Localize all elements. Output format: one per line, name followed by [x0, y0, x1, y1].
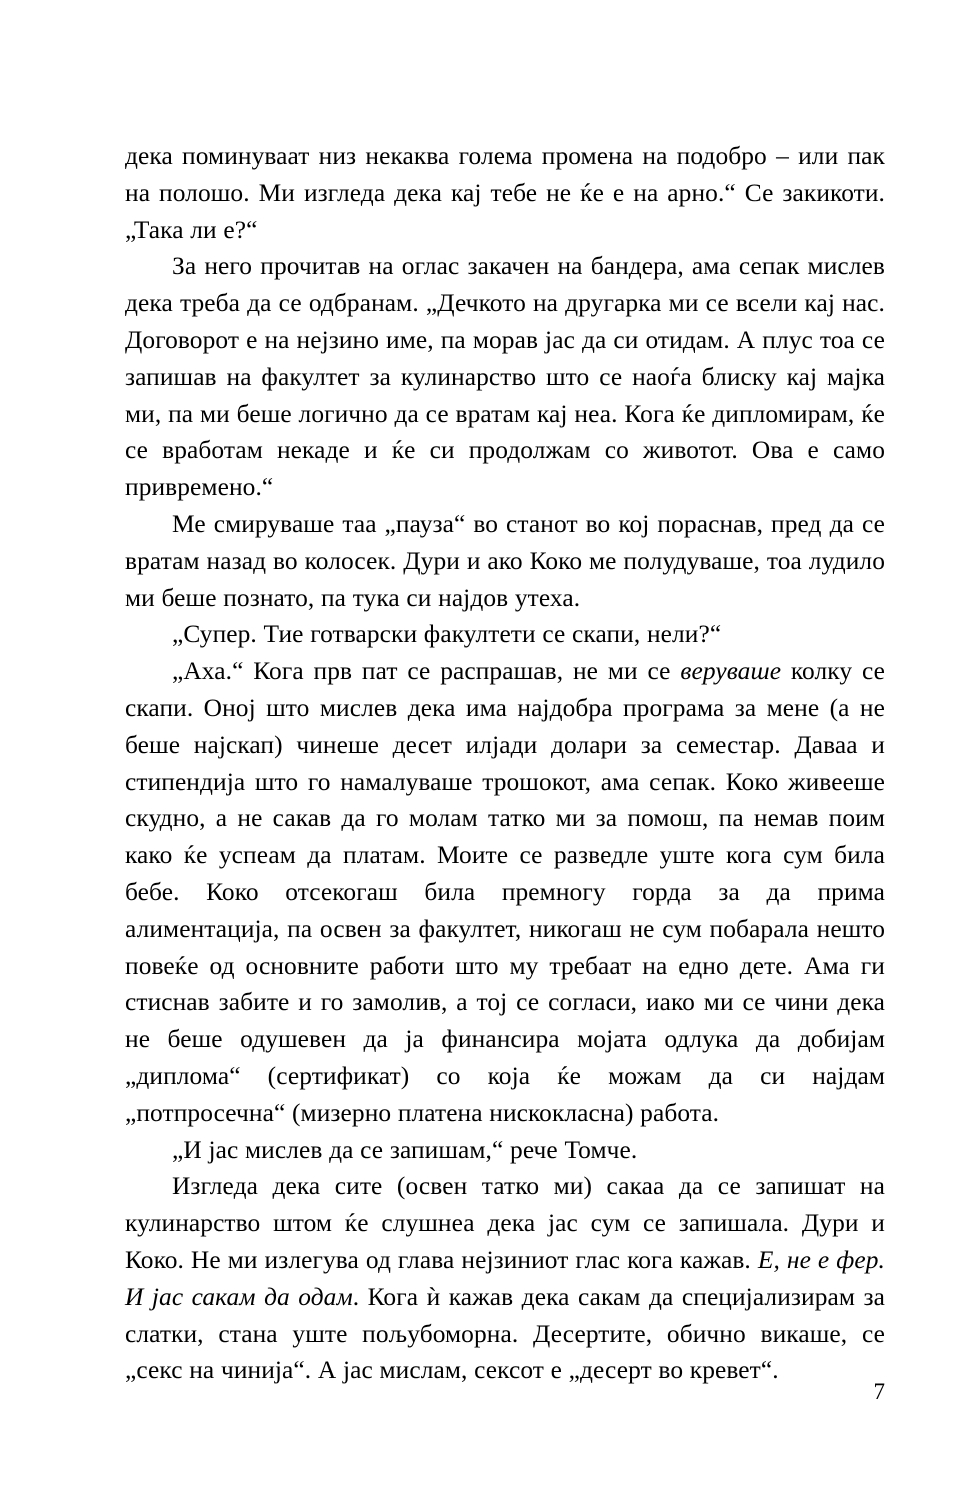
text-run: колку се скапи. Оној што мислев дека има најдобра програма за мене (а не беше најскап) чинеше десет илјади долари за семестар. Даваа и стипендија што го намалуваше трошокот, ама сепак. Коко живееше скудно, а не сакав да го молам татко ми за помош, па немав поим како ќе успеам да платам. Моите се разведле уште кога сум била бебе. Коко отсекогаш била премногу горда за да прима алиментација, па освен за факултет, никогаш не сум побарала нешто повеќе од основните работи што му требаат на едно дете. Ама ги стиснав забите и го замолив, а тој се согласи, иако ми се чини дека не беше одушевен да ја финансира мојата одлука да добијам „диплома“ (сертификат) со која ќе можам да си најдам „потпросечна“ (мизерно платена нискокласна) работа. [125, 657, 886, 1127]
paragraph [125, 248, 885, 506]
paragraph [125, 653, 885, 1131]
paragraph [125, 1168, 885, 1389]
paragraph [125, 506, 885, 616]
text-run: Ме смируваше таа „пауза“ во станот во кој пораснав, пред да се вратам назад во колосек. Дури и ако Коко ме полудуваше, тоа лудило ми беше познато, па тука си најдов утеха. [125, 509, 885, 612]
text-run: „Аха.“ Кога прв пат се распрашав, не ми се [172, 657, 681, 686]
text-run: За него прочитав на оглас закачен на бандера, ама сепак мислев дека треба да се одбранам. „Дечкото на другарка ми се всели кај нас. Договорот е на нејзино име, па морав јас да си отидам. А плус тоа се запишав на факултет за кулинарство што се наоѓа блиску кај мајка ми, па ми беше логично да се вратам кај неа. Кога ќе дипломирам, ќе се вработам некаде и ќе си продолжам со животот. Ова е само привремено.“ [125, 252, 885, 502]
emphasis-text: Е, не е фер. И јас сакам да одам [125, 1245, 885, 1311]
paragraph [125, 138, 885, 248]
text-run: . Кога ѝ кажав дека сакам да специјализирам за слатки, стана уште пољубоморна. Десертите, обично викаше, се „секс на чинија“. А јас мислам, сексот е „десерт во кревет“. [125, 1282, 885, 1385]
text-run: „И јас мислев да се запишам,“ рече Томче. [172, 1135, 638, 1164]
page-number: 7 [873, 1379, 885, 1404]
emphasis-text: веруваше [680, 657, 782, 686]
paragraph [125, 1132, 885, 1169]
text-run: Изгледа дека сите (освен татко ми) сакаа да се запишат на кулинарство штом ќе слушнеа дека јас сум се запишала. Дури и Коко. Не ми излегува од глава нејзиниот глас кога кажав. [125, 1172, 885, 1274]
page-text-block [125, 138, 885, 1389]
text-run: дека поминуваат низ некаква голема промена на подобро – или пак на полошо. Ми изгледа дека кај тебе не ќе е на арно.“ Се закикоти. „Така ли е?“ [125, 142, 885, 244]
text-run: „Супер. Тие готварски факултети се скапи, нели?“ [172, 620, 722, 649]
paragraph [125, 616, 885, 653]
